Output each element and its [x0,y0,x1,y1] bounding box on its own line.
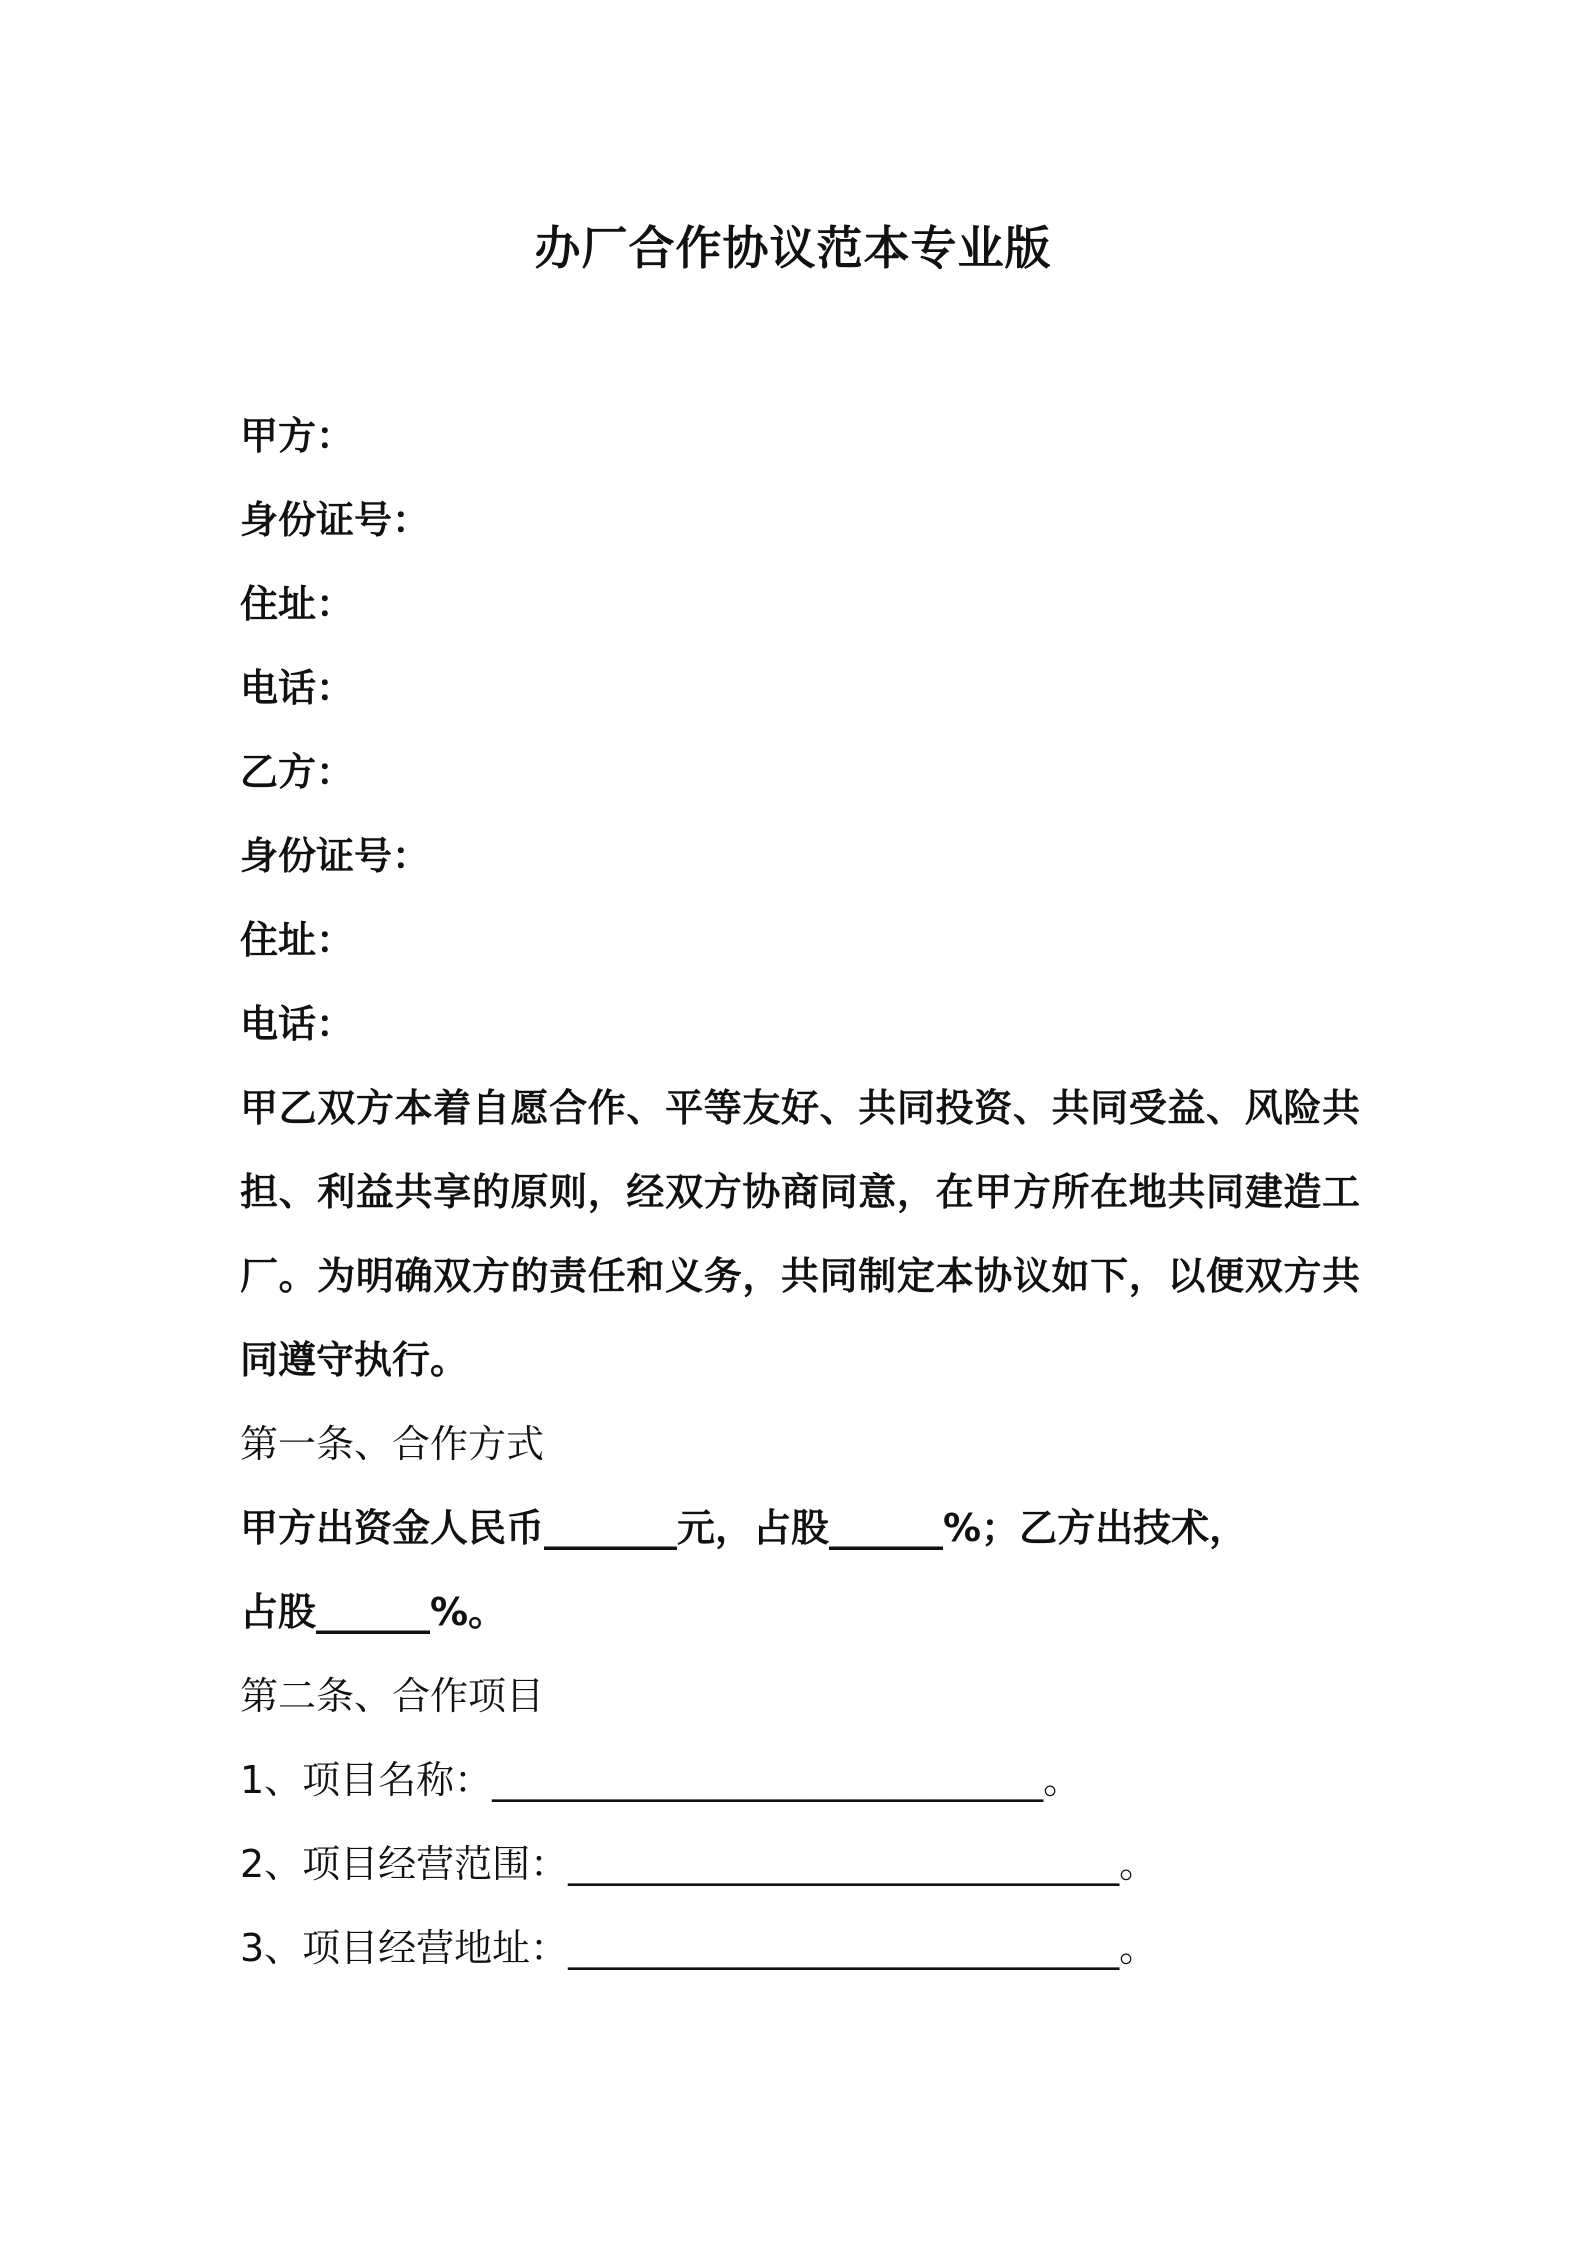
article-2-heading: 第二条、合作项目 [240,1674,545,1718]
party-b-phone-label: 电话： [240,1002,355,1046]
party-b-id-label: 身份证号： [240,834,431,878]
article-2-item-business-scope: 2、项目经营范围：_____________________________。 [240,1842,1158,1886]
party-a-address-label: 住址： [240,582,355,626]
article-2-item-business-address: 3、项目经营地址：_____________________________。 [240,1926,1158,1970]
party-b-name-label: 乙方： [240,750,355,794]
article-2-item-project-name: 1、项目名称：_____________________________。 [240,1758,1082,1802]
article-1-heading: 第一条、合作方式 [240,1422,545,1466]
document-body [240,394,1360,1990]
party-a-phone-label: 电话： [240,666,355,710]
preamble-paragraph: 甲乙双方本着自愿合作、平等友好、共同投资、共同受益、风险共担、利益共享的原则，经双方协商同意，在甲方所在地共同建造工厂。为明确双方的责任和义务，共同制定本协议如下，以便双方共同遵守执行。 [240,1086,1360,1382]
article-1-line-1: 甲方出资金人民币_______元，占股______%；乙方出技术， [240,1506,1248,1550]
party-a-name-label: 甲方： [240,414,355,458]
party-b-address-label: 住址： [240,918,355,962]
article-1-line-2: 占股______%。 [240,1590,507,1634]
document-title: 办厂合作协议范本专业版 [534,221,1052,275]
party-a-id-label: 身份证号： [240,498,431,542]
